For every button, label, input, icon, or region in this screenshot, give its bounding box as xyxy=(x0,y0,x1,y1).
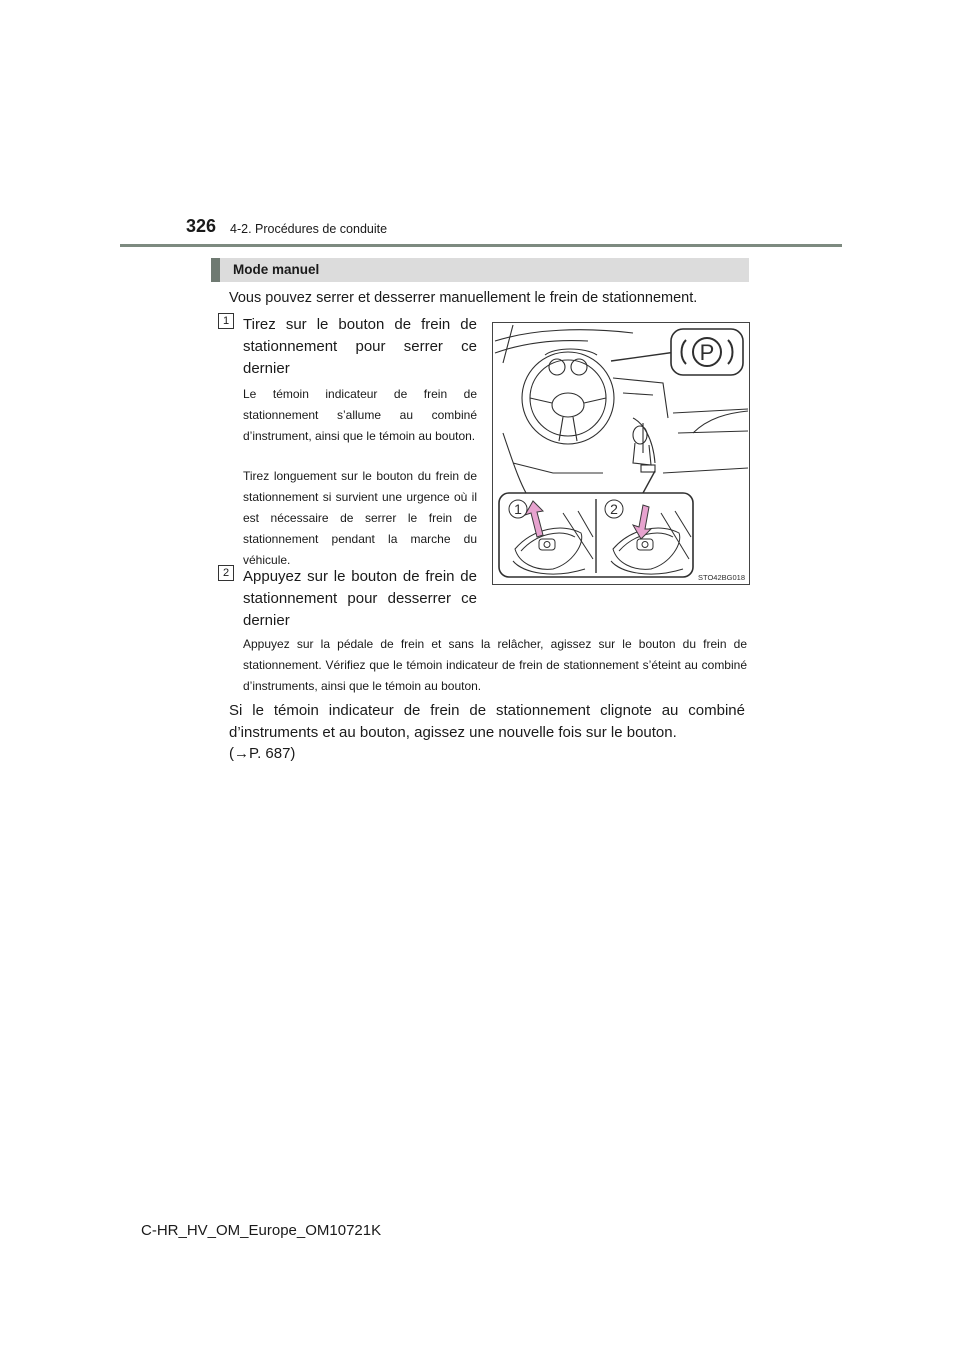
box-heading: Mode manuel xyxy=(211,258,749,282)
figure-code: STO42BG018 xyxy=(698,573,745,582)
intro-text: Vous pouvez serrer et desserrer manuellement le frein de stationnement. xyxy=(229,290,698,306)
page-reference-link[interactable]: (→P. 687) xyxy=(229,745,296,762)
step-2-title: Appuyez sur le bouton de frein de stationnement pour desserrer ce dernier xyxy=(243,568,477,629)
step-1-note-2: Tirez longuement sur le bouton du frein de stationnement si survient une urgence où il est nécessaire de serrer le frein de stationnement pendant la marche du véhicule. xyxy=(243,469,477,567)
header-rule xyxy=(120,244,842,247)
closing-text: Si le témoin indicateur de frein de stationnement clignote au combiné d’instruments et au bouton, agissez une nouvelle fois sur le bouton. xyxy=(229,702,745,741)
step-2-note-1: Appuyez sur la pédale de frein et sans la relâcher, agissez sur le bouton du frein de stationnement. Vérifiez que le témoin indicateur de frein de stationnement s’éteint au combiné d’instruments, ainsi que le témoin au bouton. xyxy=(243,637,747,693)
footer-document-code: C-HR_HV_OM_Europe_OM10721K xyxy=(141,1222,382,1239)
brake-switch-left xyxy=(539,539,555,550)
brake-switch-right xyxy=(637,539,653,550)
callout-2: 2 xyxy=(610,501,618,517)
section-title: 4-2. Procédures de conduite xyxy=(230,222,388,236)
step-2-badge: 2 xyxy=(218,565,234,581)
step-1-badge: 1 xyxy=(218,313,234,329)
parking-indicator-icon: P xyxy=(699,340,715,365)
parking-brake-illustration xyxy=(492,322,750,585)
step-1-note-1: Le témoin indicateur de frein de stationnement s’allume au combiné d’instrument, ainsi que le témoin au bouton. xyxy=(243,387,477,443)
step-1-title: Tirez sur le bouton de frein de stationnement pour serrer ce dernier xyxy=(243,316,477,377)
callout-1: 1 xyxy=(514,501,522,517)
cockpit-drawing xyxy=(493,323,749,584)
page-number: 326 xyxy=(186,216,217,236)
